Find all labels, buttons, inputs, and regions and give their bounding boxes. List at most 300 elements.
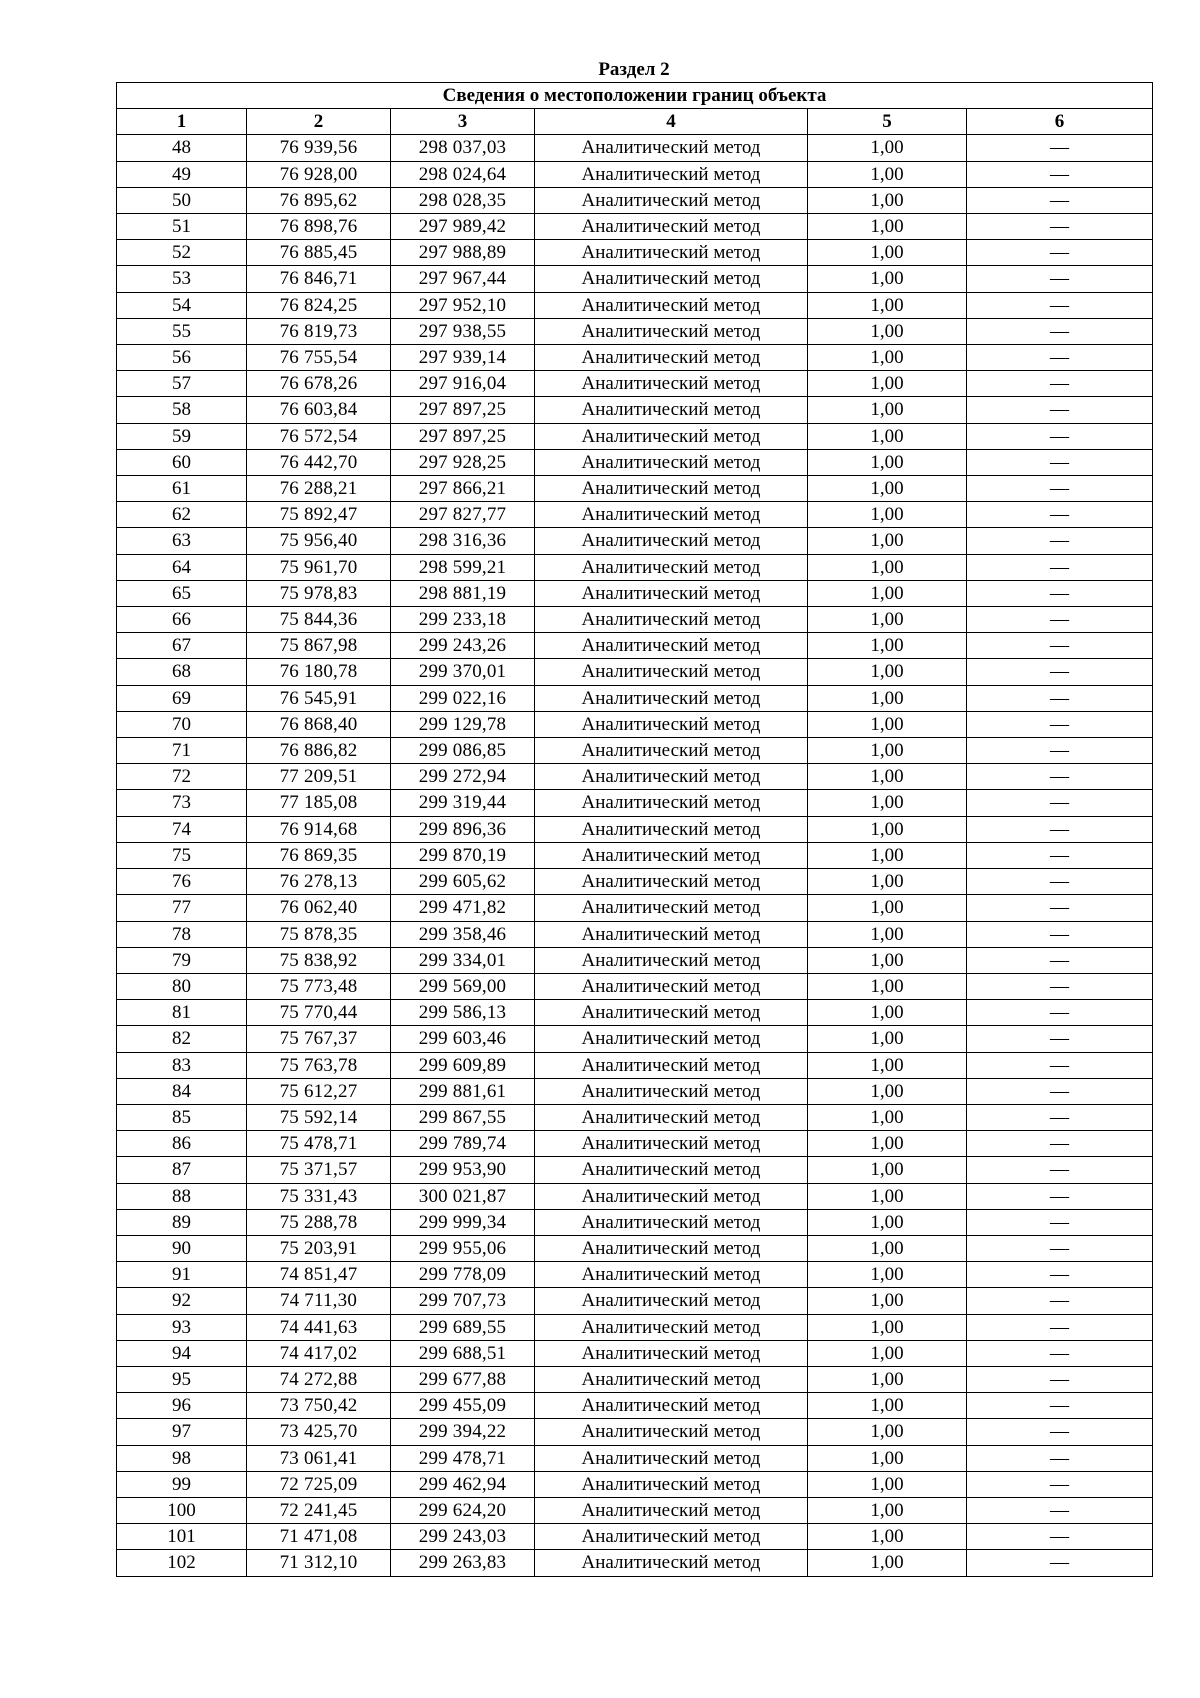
- x-coordinate-cell: 76 939,56: [247, 135, 391, 161]
- table-row: [117, 1366, 1153, 1392]
- accuracy-cell: 1,00: [808, 1026, 967, 1052]
- table-row: [117, 1445, 1153, 1471]
- point-number-cell: 101: [117, 1524, 247, 1550]
- table-row: [117, 685, 1153, 711]
- x-coordinate-cell: 76 545,91: [247, 685, 391, 711]
- accuracy-cell: 1,00: [808, 423, 967, 449]
- table-row: [117, 1524, 1153, 1550]
- table-row: [117, 790, 1153, 816]
- accuracy-cell: 1,00: [808, 476, 967, 502]
- accuracy-cell: 1,00: [808, 973, 967, 999]
- table-row: [117, 580, 1153, 606]
- table-row: [117, 1393, 1153, 1419]
- point-number-cell: 52: [117, 240, 247, 266]
- table-row: [117, 371, 1153, 397]
- y-coordinate-cell: 299 603,46: [391, 1026, 535, 1052]
- y-coordinate-cell: 299 955,06: [391, 1235, 535, 1261]
- description-cell: —: [967, 973, 1153, 999]
- y-coordinate-cell: 299 881,61: [391, 1078, 535, 1104]
- description-cell: —: [967, 214, 1153, 240]
- point-number-cell: 58: [117, 397, 247, 423]
- table-row: [117, 502, 1153, 528]
- table-row: [117, 528, 1153, 554]
- y-coordinate-cell: 299 455,09: [391, 1393, 535, 1419]
- accuracy-cell: 1,00: [808, 633, 967, 659]
- x-coordinate-cell: 75 592,14: [247, 1104, 391, 1130]
- y-coordinate-cell: 299 471,82: [391, 895, 535, 921]
- description-cell: —: [967, 869, 1153, 895]
- description-cell: —: [967, 1550, 1153, 1576]
- method-cell: Аналитический метод: [535, 1288, 808, 1314]
- x-coordinate-cell: 76 885,45: [247, 240, 391, 266]
- point-number-cell: 75: [117, 842, 247, 868]
- point-number-cell: 98: [117, 1445, 247, 1471]
- description-cell: —: [967, 685, 1153, 711]
- x-coordinate-cell: 75 892,47: [247, 502, 391, 528]
- method-cell: Аналитический метод: [535, 1550, 808, 1576]
- method-cell: Аналитический метод: [535, 659, 808, 685]
- description-cell: —: [967, 1209, 1153, 1235]
- description-cell: —: [967, 449, 1153, 475]
- table-row: [117, 476, 1153, 502]
- y-coordinate-cell: 299 624,20: [391, 1497, 535, 1523]
- y-coordinate-cell: 299 789,74: [391, 1131, 535, 1157]
- description-cell: —: [967, 371, 1153, 397]
- method-cell: Аналитический метод: [535, 1445, 808, 1471]
- x-coordinate-cell: 75 770,44: [247, 1000, 391, 1026]
- y-coordinate-cell: 297 988,89: [391, 240, 535, 266]
- column-number-row: [117, 109, 1153, 135]
- description-cell: —: [967, 580, 1153, 606]
- table-row: [117, 135, 1153, 161]
- point-number-cell: 100: [117, 1497, 247, 1523]
- table-row: [117, 1131, 1153, 1157]
- x-coordinate-cell: 72 725,09: [247, 1471, 391, 1497]
- column-number: 6: [967, 109, 1153, 135]
- point-number-cell: 102: [117, 1550, 247, 1576]
- table-row: [117, 1550, 1153, 1576]
- accuracy-cell: 1,00: [808, 1104, 967, 1130]
- accuracy-cell: 1,00: [808, 738, 967, 764]
- method-cell: Аналитический метод: [535, 738, 808, 764]
- x-coordinate-cell: 74 711,30: [247, 1288, 391, 1314]
- y-coordinate-cell: 297 928,25: [391, 449, 535, 475]
- method-cell: Аналитический метод: [535, 423, 808, 449]
- point-number-cell: 79: [117, 947, 247, 973]
- accuracy-cell: 1,00: [808, 1366, 967, 1392]
- point-number-cell: 87: [117, 1157, 247, 1183]
- description-cell: —: [967, 135, 1153, 161]
- accuracy-cell: 1,00: [808, 1078, 967, 1104]
- description-cell: —: [967, 816, 1153, 842]
- description-cell: —: [967, 266, 1153, 292]
- x-coordinate-cell: 76 914,68: [247, 816, 391, 842]
- y-coordinate-cell: 297 952,10: [391, 292, 535, 318]
- description-cell: —: [967, 1131, 1153, 1157]
- description-cell: —: [967, 764, 1153, 790]
- description-cell: —: [967, 1340, 1153, 1366]
- y-coordinate-cell: 300 021,87: [391, 1183, 535, 1209]
- x-coordinate-cell: 75 612,27: [247, 1078, 391, 1104]
- y-coordinate-cell: 299 778,09: [391, 1262, 535, 1288]
- accuracy-cell: 1,00: [808, 161, 967, 187]
- y-coordinate-cell: 299 867,55: [391, 1104, 535, 1130]
- x-coordinate-cell: 74 851,47: [247, 1262, 391, 1288]
- y-coordinate-cell: 299 370,01: [391, 659, 535, 685]
- accuracy-cell: 1,00: [808, 895, 967, 921]
- description-cell: —: [967, 187, 1153, 213]
- table-row: [117, 240, 1153, 266]
- y-coordinate-cell: 299 243,26: [391, 633, 535, 659]
- table-row: [117, 816, 1153, 842]
- accuracy-cell: 1,00: [808, 318, 967, 344]
- description-cell: —: [967, 1471, 1153, 1497]
- description-cell: —: [967, 476, 1153, 502]
- table-body: [117, 83, 1153, 1577]
- method-cell: Аналитический метод: [535, 1157, 808, 1183]
- accuracy-cell: 1,00: [808, 1550, 967, 1576]
- table-row: [117, 1000, 1153, 1026]
- point-number-cell: 77: [117, 895, 247, 921]
- accuracy-cell: 1,00: [808, 397, 967, 423]
- description-cell: —: [967, 528, 1153, 554]
- accuracy-cell: 1,00: [808, 1183, 967, 1209]
- table-row: [117, 1314, 1153, 1340]
- table-row: [117, 1497, 1153, 1523]
- accuracy-cell: 1,00: [808, 1445, 967, 1471]
- y-coordinate-cell: 299 688,51: [391, 1340, 535, 1366]
- x-coordinate-cell: 76 895,62: [247, 187, 391, 213]
- method-cell: Аналитический метод: [535, 187, 808, 213]
- point-number-cell: 53: [117, 266, 247, 292]
- accuracy-cell: 1,00: [808, 869, 967, 895]
- method-cell: Аналитический метод: [535, 764, 808, 790]
- x-coordinate-cell: 75 331,43: [247, 1183, 391, 1209]
- method-cell: Аналитический метод: [535, 1183, 808, 1209]
- y-coordinate-cell: 299 478,71: [391, 1445, 535, 1471]
- table-row: [117, 764, 1153, 790]
- method-cell: Аналитический метод: [535, 1104, 808, 1130]
- point-number-cell: 71: [117, 738, 247, 764]
- x-coordinate-cell: 77 185,08: [247, 790, 391, 816]
- x-coordinate-cell: 75 878,35: [247, 921, 391, 947]
- table-caption: Сведения о местоположении границ объекта: [117, 83, 1153, 109]
- x-coordinate-cell: 76 062,40: [247, 895, 391, 921]
- x-coordinate-cell: 72 241,45: [247, 1497, 391, 1523]
- method-cell: Аналитический метод: [535, 1000, 808, 1026]
- y-coordinate-cell: 297 897,25: [391, 423, 535, 449]
- method-cell: Аналитический метод: [535, 633, 808, 659]
- point-number-cell: 86: [117, 1131, 247, 1157]
- y-coordinate-cell: 298 599,21: [391, 554, 535, 580]
- y-coordinate-cell: 299 129,78: [391, 711, 535, 737]
- x-coordinate-cell: 76 678,26: [247, 371, 391, 397]
- x-coordinate-cell: 76 868,40: [247, 711, 391, 737]
- table-row: [117, 659, 1153, 685]
- description-cell: —: [967, 1366, 1153, 1392]
- y-coordinate-cell: 297 967,44: [391, 266, 535, 292]
- method-cell: Аналитический метод: [535, 214, 808, 240]
- accuracy-cell: 1,00: [808, 607, 967, 633]
- x-coordinate-cell: 76 603,84: [247, 397, 391, 423]
- x-coordinate-cell: 74 441,63: [247, 1314, 391, 1340]
- table-row: [117, 973, 1153, 999]
- point-number-cell: 85: [117, 1104, 247, 1130]
- x-coordinate-cell: 76 288,21: [247, 476, 391, 502]
- y-coordinate-cell: 299 263,83: [391, 1550, 535, 1576]
- x-coordinate-cell: 75 763,78: [247, 1052, 391, 1078]
- accuracy-cell: 1,00: [808, 1393, 967, 1419]
- accuracy-cell: 1,00: [808, 266, 967, 292]
- accuracy-cell: 1,00: [808, 528, 967, 554]
- description-cell: —: [967, 895, 1153, 921]
- method-cell: Аналитический метод: [535, 371, 808, 397]
- description-cell: —: [967, 1052, 1153, 1078]
- description-cell: —: [967, 423, 1153, 449]
- x-coordinate-cell: 75 478,71: [247, 1131, 391, 1157]
- point-number-cell: 82: [117, 1026, 247, 1052]
- y-coordinate-cell: 299 358,46: [391, 921, 535, 947]
- method-cell: Аналитический метод: [535, 449, 808, 475]
- accuracy-cell: 1,00: [808, 711, 967, 737]
- x-coordinate-cell: 77 209,51: [247, 764, 391, 790]
- point-number-cell: 60: [117, 449, 247, 475]
- description-cell: —: [967, 1419, 1153, 1445]
- y-coordinate-cell: 298 881,19: [391, 580, 535, 606]
- x-coordinate-cell: 76 824,25: [247, 292, 391, 318]
- point-number-cell: 64: [117, 554, 247, 580]
- y-coordinate-cell: 299 233,18: [391, 607, 535, 633]
- table-row: [117, 869, 1153, 895]
- accuracy-cell: 1,00: [808, 1000, 967, 1026]
- accuracy-cell: 1,00: [808, 1340, 967, 1366]
- method-cell: Аналитический метод: [535, 1393, 808, 1419]
- y-coordinate-cell: 297 916,04: [391, 371, 535, 397]
- point-number-cell: 83: [117, 1052, 247, 1078]
- accuracy-cell: 1,00: [808, 659, 967, 685]
- method-cell: Аналитический метод: [535, 318, 808, 344]
- column-number: 2: [247, 109, 391, 135]
- point-number-cell: 65: [117, 580, 247, 606]
- table-row: [117, 895, 1153, 921]
- table-row: [117, 214, 1153, 240]
- x-coordinate-cell: 75 961,70: [247, 554, 391, 580]
- point-number-cell: 69: [117, 685, 247, 711]
- point-number-cell: 61: [117, 476, 247, 502]
- point-number-cell: 97: [117, 1419, 247, 1445]
- y-coordinate-cell: 299 086,85: [391, 738, 535, 764]
- column-number: 5: [808, 109, 967, 135]
- y-coordinate-cell: 299 677,88: [391, 1366, 535, 1392]
- point-number-cell: 90: [117, 1235, 247, 1261]
- column-number: 1: [117, 109, 247, 135]
- description-cell: —: [967, 240, 1153, 266]
- description-cell: —: [967, 1288, 1153, 1314]
- accuracy-cell: 1,00: [808, 135, 967, 161]
- accuracy-cell: 1,00: [808, 764, 967, 790]
- accuracy-cell: 1,00: [808, 292, 967, 318]
- x-coordinate-cell: 76 819,73: [247, 318, 391, 344]
- accuracy-cell: 1,00: [808, 187, 967, 213]
- method-cell: Аналитический метод: [535, 1262, 808, 1288]
- x-coordinate-cell: 73 425,70: [247, 1419, 391, 1445]
- method-cell: Аналитический метод: [535, 921, 808, 947]
- description-cell: —: [967, 1078, 1153, 1104]
- table-row: [117, 397, 1153, 423]
- table-row: [117, 1419, 1153, 1445]
- y-coordinate-cell: 299 243,03: [391, 1524, 535, 1550]
- description-cell: —: [967, 1314, 1153, 1340]
- description-cell: —: [967, 633, 1153, 659]
- x-coordinate-cell: 75 288,78: [247, 1209, 391, 1235]
- y-coordinate-cell: 299 022,16: [391, 685, 535, 711]
- method-cell: Аналитический метод: [535, 1419, 808, 1445]
- x-coordinate-cell: 75 767,37: [247, 1026, 391, 1052]
- accuracy-cell: 1,00: [808, 1262, 967, 1288]
- description-cell: —: [967, 502, 1153, 528]
- y-coordinate-cell: 299 462,94: [391, 1471, 535, 1497]
- x-coordinate-cell: 75 978,83: [247, 580, 391, 606]
- method-cell: Аналитический метод: [535, 947, 808, 973]
- point-number-cell: 95: [117, 1366, 247, 1392]
- point-number-cell: 51: [117, 214, 247, 240]
- table-row: [117, 1288, 1153, 1314]
- table-row: [117, 607, 1153, 633]
- y-coordinate-cell: 297 938,55: [391, 318, 535, 344]
- table-row: [117, 842, 1153, 868]
- accuracy-cell: 1,00: [808, 947, 967, 973]
- method-cell: Аналитический метод: [535, 1052, 808, 1078]
- accuracy-cell: 1,00: [808, 1524, 967, 1550]
- accuracy-cell: 1,00: [808, 685, 967, 711]
- y-coordinate-cell: 299 569,00: [391, 973, 535, 999]
- point-number-cell: 66: [117, 607, 247, 633]
- x-coordinate-cell: 73 061,41: [247, 1445, 391, 1471]
- accuracy-cell: 1,00: [808, 1288, 967, 1314]
- y-coordinate-cell: 299 586,13: [391, 1000, 535, 1026]
- point-number-cell: 73: [117, 790, 247, 816]
- point-number-cell: 96: [117, 1393, 247, 1419]
- table-row: [117, 449, 1153, 475]
- method-cell: Аналитический метод: [535, 1497, 808, 1523]
- x-coordinate-cell: 75 956,40: [247, 528, 391, 554]
- description-cell: —: [967, 1104, 1153, 1130]
- description-cell: —: [967, 1445, 1153, 1471]
- method-cell: Аналитический метод: [535, 685, 808, 711]
- x-coordinate-cell: 75 844,36: [247, 607, 391, 633]
- table-caption-row: [117, 83, 1153, 109]
- method-cell: Аналитический метод: [535, 790, 808, 816]
- description-cell: —: [967, 947, 1153, 973]
- x-coordinate-cell: 75 867,98: [247, 633, 391, 659]
- table-row: [117, 1183, 1153, 1209]
- x-coordinate-cell: 76 180,78: [247, 659, 391, 685]
- method-cell: Аналитический метод: [535, 895, 808, 921]
- y-coordinate-cell: 299 319,44: [391, 790, 535, 816]
- accuracy-cell: 1,00: [808, 921, 967, 947]
- method-cell: Аналитический метод: [535, 1471, 808, 1497]
- x-coordinate-cell: 76 442,70: [247, 449, 391, 475]
- accuracy-cell: 1,00: [808, 554, 967, 580]
- point-number-cell: 54: [117, 292, 247, 318]
- accuracy-cell: 1,00: [808, 1497, 967, 1523]
- description-cell: —: [967, 345, 1153, 371]
- y-coordinate-cell: 299 609,89: [391, 1052, 535, 1078]
- accuracy-cell: 1,00: [808, 1131, 967, 1157]
- method-cell: Аналитический метод: [535, 607, 808, 633]
- table-row: [117, 1104, 1153, 1130]
- table-row: [117, 947, 1153, 973]
- y-coordinate-cell: 297 827,77: [391, 502, 535, 528]
- y-coordinate-cell: 299 953,90: [391, 1157, 535, 1183]
- method-cell: Аналитический метод: [535, 528, 808, 554]
- y-coordinate-cell: 299 999,34: [391, 1209, 535, 1235]
- y-coordinate-cell: 297 866,21: [391, 476, 535, 502]
- x-coordinate-cell: 76 898,76: [247, 214, 391, 240]
- x-coordinate-cell: 76 846,71: [247, 266, 391, 292]
- table-row: [117, 318, 1153, 344]
- y-coordinate-cell: 299 394,22: [391, 1419, 535, 1445]
- description-cell: —: [967, 711, 1153, 737]
- description-cell: —: [967, 1000, 1153, 1026]
- table-row: [117, 292, 1153, 318]
- point-number-cell: 55: [117, 318, 247, 344]
- point-number-cell: 57: [117, 371, 247, 397]
- x-coordinate-cell: 71 312,10: [247, 1550, 391, 1576]
- point-number-cell: 70: [117, 711, 247, 737]
- method-cell: Аналитический метод: [535, 816, 808, 842]
- description-cell: —: [967, 738, 1153, 764]
- point-number-cell: 56: [117, 345, 247, 371]
- table-row: [117, 1340, 1153, 1366]
- x-coordinate-cell: 73 750,42: [247, 1393, 391, 1419]
- point-number-cell: 68: [117, 659, 247, 685]
- accuracy-cell: 1,00: [808, 1471, 967, 1497]
- x-coordinate-cell: 71 471,08: [247, 1524, 391, 1550]
- table-row: [117, 1262, 1153, 1288]
- x-coordinate-cell: 75 773,48: [247, 973, 391, 999]
- point-number-cell: 74: [117, 816, 247, 842]
- y-coordinate-cell: 299 605,62: [391, 869, 535, 895]
- method-cell: Аналитический метод: [535, 1209, 808, 1235]
- accuracy-cell: 1,00: [808, 345, 967, 371]
- y-coordinate-cell: 298 024,64: [391, 161, 535, 187]
- description-cell: —: [967, 790, 1153, 816]
- accuracy-cell: 1,00: [808, 580, 967, 606]
- method-cell: Аналитический метод: [535, 973, 808, 999]
- accuracy-cell: 1,00: [808, 1235, 967, 1261]
- x-coordinate-cell: 76 278,13: [247, 869, 391, 895]
- table-row: [117, 266, 1153, 292]
- description-cell: —: [967, 554, 1153, 580]
- table-row: [117, 633, 1153, 659]
- description-cell: —: [967, 1183, 1153, 1209]
- accuracy-cell: 1,00: [808, 371, 967, 397]
- table-row: [117, 345, 1153, 371]
- method-cell: Аналитический метод: [535, 292, 808, 318]
- point-number-cell: 49: [117, 161, 247, 187]
- method-cell: Аналитический метод: [535, 240, 808, 266]
- accuracy-cell: 1,00: [808, 449, 967, 475]
- method-cell: Аналитический метод: [535, 161, 808, 187]
- accuracy-cell: 1,00: [808, 790, 967, 816]
- description-cell: —: [967, 1393, 1153, 1419]
- description-cell: —: [967, 161, 1153, 187]
- point-number-cell: 91: [117, 1262, 247, 1288]
- description-cell: —: [967, 1524, 1153, 1550]
- method-cell: Аналитический метод: [535, 842, 808, 868]
- method-cell: Аналитический метод: [535, 711, 808, 737]
